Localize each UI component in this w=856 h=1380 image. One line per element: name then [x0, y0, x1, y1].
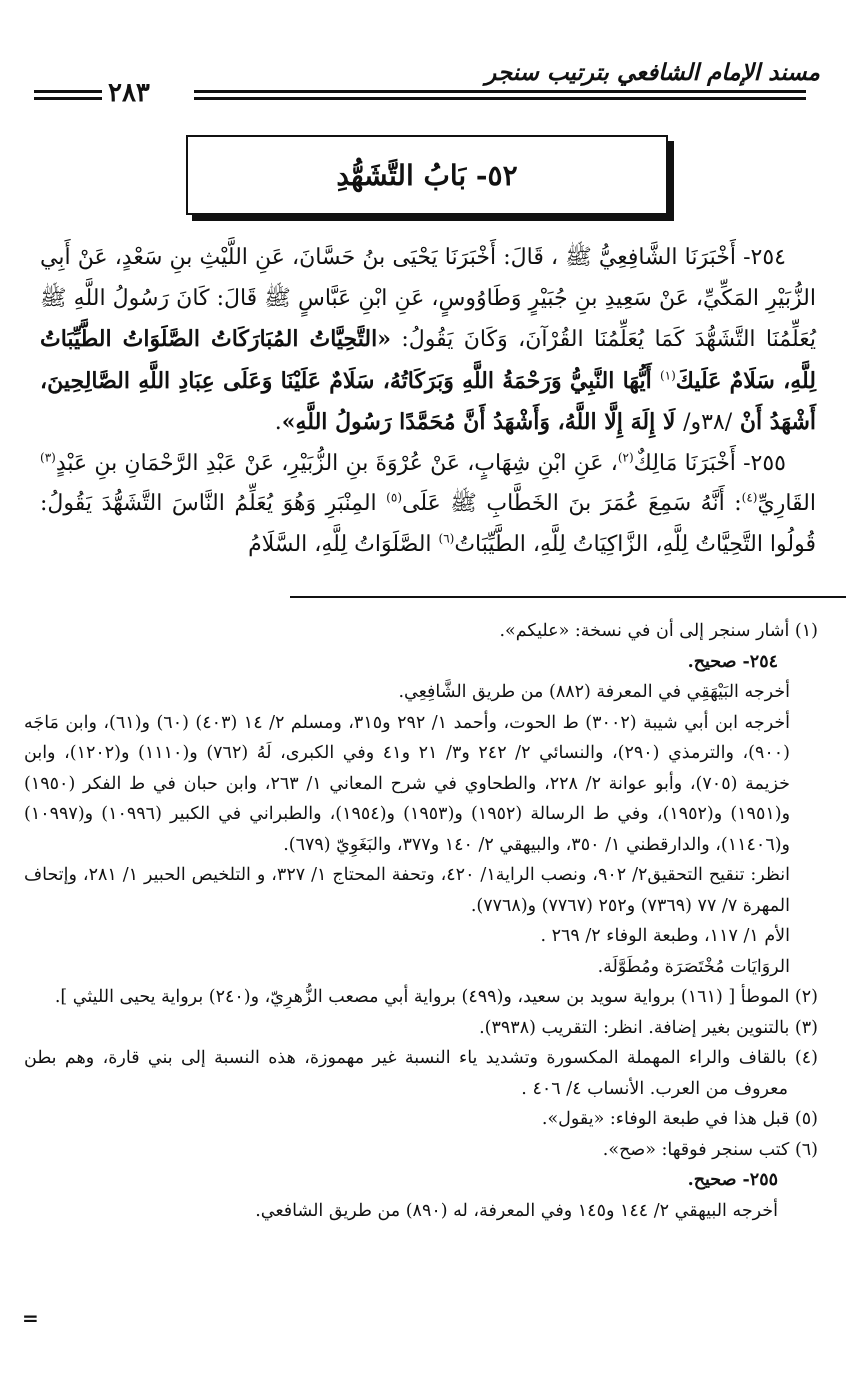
hadith-255-takhrij-1: أخرجه البيهقي ٢/ ١٤٤ و١٤٥ وفي المعرفة، له (٨٩٠) من طريق الشافعي.	[255, 1200, 778, 1221]
footnote-1: (١) أشار سنجر إلى أن في نسخة: «عليكم».	[499, 621, 818, 641]
footnote-separator	[290, 596, 846, 598]
footnote-ref-2: (٢)	[617, 450, 634, 465]
hadith-255	[40, 444, 816, 566]
folio-marker: /٣٨و/	[683, 410, 733, 435]
footnote-ref-5: (٥)	[386, 490, 402, 505]
hadith-255-part-6: الصَّلَوَاتُ لِلَّهِ، السَّلَامُ	[248, 531, 439, 557]
tashahhud-text-3: لَا إِلَهَ إِلَّا اللَّهُ، وَأَشْهَدُ أَنَّ مُحَمَّدًا رَسُولُ اللَّهِ»	[281, 409, 684, 435]
hadith-255-part-4: : أَنَّهُ سَمِعَ عُمَرَ بنَ الخَطَّابِ ﷺ عَلَى	[402, 491, 742, 516]
main-text	[40, 238, 816, 565]
footnote-ref-4: (٤)	[741, 490, 758, 505]
header-rule-left	[34, 90, 102, 93]
footnote-3: (٣) بالتنوين بغير إضافة. انظر: التقريب (٣٩٣٨).	[479, 1017, 818, 1038]
footnote-5: (٥) قبل هذا في طبعة الوفاء: «يقول».	[541, 1109, 818, 1129]
hadith-254-takhrij-2: أخرجه ابن أبي شيبة (٣٠٠٢) ط الحوت، وأحمد ١/ ٢٩٢ و٣١٥، ومسلم ٢/ ١٤ (٤٠٣) (٦٠) و(٦١)، وابن مَاجَه (٩٠٠)، والترمذي (٢٩٠)، والنسائي ٢/ ٢٤٢ و٣/ ٢١ و٤١ وفي الكبرى، لَهُ (٧٦٢) و(١١١٠) و(١٢٠٢)، وابن خزيمة (٧٠٥)، وأبو عوانة ٢/ ٢٢٨، والطحاوي في شرح المعاني ١/ ٢٦٣، وابن حبان في ط الفكر (١٩٥٠) و(١٩٥١) و(١٩٥٢)، وفي ط الرسالة (١٩٥٢) و(١٩٥٣) و(١٩٥٤)، والطبراني في الكبير (١٠٩٩٦) و(١٠٩٩٧) و(١١٤٠٦)، والدارقطني ١/ ٣٥٠، والبيهقي ٢/ ١٤٠ و٣٧٧، والبَغَوِيّ (٦٧٩).	[24, 712, 791, 855]
header-rule-left-2	[34, 97, 102, 100]
hadith-255-part-5: المِنْبَرِ وَهُوَ يُعَلِّمُ النَّاسَ التَّشَهُّدَ يَقُولُ: قُولُوا التَّحِيَّاتُ لِلَّهِ، الزَّاكِيَاتُ لِلَّهِ، الطَّيِّبَاتُ	[40, 491, 816, 557]
chapter-title: ٥٢- بَابُ التَّشَهُّدِ	[336, 158, 518, 192]
footnote-ref-6: (٦)	[438, 531, 455, 546]
hadith-255-part-3: القَارِيِّ	[757, 491, 816, 516]
hadith-255-part-1: ٢٥٥- أَخْبَرَنَا مَالِكٌ	[633, 450, 786, 476]
running-header-title: مسند الإمام الشافعي بترتيب سنجر	[485, 59, 820, 86]
hadith-255-grade: ٢٥٥- صحيح.	[687, 1170, 778, 1190]
footnote-ref-1: (١)	[659, 368, 676, 383]
header-rule-right	[194, 90, 806, 93]
hadith-254-isnad: ٢٥٤- أَخْبَرَنَا الشَّافِعِيُّ ﷺ ، قَالَ: أَخْبَرَنَا يَحْيَى بنُ حَسَّانَ، عَنِ اللَّيْثِ بنِ سَعْدٍ، عَنْ أَبِي الزُّبَيْرِ المَكِّيِّ، عَنْ سَعِيدِ بنِ جُبَيْرٍ وَطَاوُوسٍ، عَنِ ابْنِ عَبَّاسٍ ﷺ قَالَ: كَانَ رَسُولُ اللَّهِ ﷺ يُعَلِّمُنَا التَّشَهُّدَ كَمَا يُعَلِّمُنَا القُرْآنَ، وَكَانَ يَقُولُ:	[40, 245, 817, 352]
hadith-254-end: .	[274, 410, 282, 435]
hadith-254	[40, 238, 816, 444]
chapter-title-box	[186, 135, 668, 215]
hadith-254-takhrij-5: الروَايَات مُخْتَصَرَة ومُطَوَّلَة.	[597, 956, 790, 977]
header-rule-right-2	[194, 97, 806, 100]
continuation-mark: =	[22, 1306, 39, 1330]
footnote-4: (٤) بالقاف والراء المهملة المكسورة وتشديد ياء النسبة غير مهموزة، هذه النسبة إلى بني قارة، وهم بطن معروف من العرب. الأنساب ٤/ ٤٠٦ .	[24, 1048, 818, 1099]
hadith-254-takhrij-3: انظر: تنقيح التحقيق٢/ ٩٠٢، ونصب الراية١/ ٤٢٠، وتحفة المحتاج ١/ ٣٢٧، و التلخيص الحبير ١/ ٢٨١، وإتحاف المهرة ٧/ ٧٧ (٧٣٦٩) و٢٥٢ (٧٧٦٧) و(٧٧٦٨).	[24, 865, 791, 916]
hadith-255-part-2: ، عَنِ ابْنِ شِهَابٍ، عَنْ عُرْوَةَ بنِ الزُّبَيْرِ، عَنْ عَبْدِ الرَّحْمَانِ بنِ عَبْدٍ	[55, 450, 618, 476]
hadith-254-takhrij-1: أخرجه البَيْهَقِي في المعرفة (٨٨٢) من طريق الشَّافِعِي.	[398, 682, 790, 702]
footnotes	[24, 616, 818, 1226]
page-number: ٢٨٣	[108, 78, 150, 108]
hadith-254-takhrij-4: الأم ١/ ١١٧، وطبعة الوفاء ٢/ ٢٦٩ .	[540, 926, 790, 946]
footnote-2: (٢) الموطأ [ (١٦١) برواية سويد بن سعيد، و(٤٩٩) برواية أبي مصعب الزُّهرِيّ، و(٢٤٠) برواية يحيى الليثي ].	[54, 987, 818, 1007]
footnote-ref-3: (٣)	[40, 450, 56, 465]
tashahhud-text-1: «التَّحِيَّاتُ المُبَارَكَاتُ الصَّلَوَاتُ الطَّيِّبَاتُ لِلَّهِ، سَلَامٌ عَلَيكَ	[40, 326, 816, 394]
tashahhud-text-2: أَيُّهَا النَّبِيُّ وَرَحْمَةُ اللَّهِ وَبَرَكَاتُهُ، سَلَامٌ عَلَيْنَا وَعَلَى عِبَادِ اللَّهِ الصَّالِحِينَ، أَشْهَدُ أَنْ	[40, 367, 816, 435]
footnote-6: (٦) كتب سنجر فوقها: «صح».	[602, 1139, 818, 1160]
hadith-254-grade: ٢٥٤- صحيح.	[687, 651, 778, 672]
